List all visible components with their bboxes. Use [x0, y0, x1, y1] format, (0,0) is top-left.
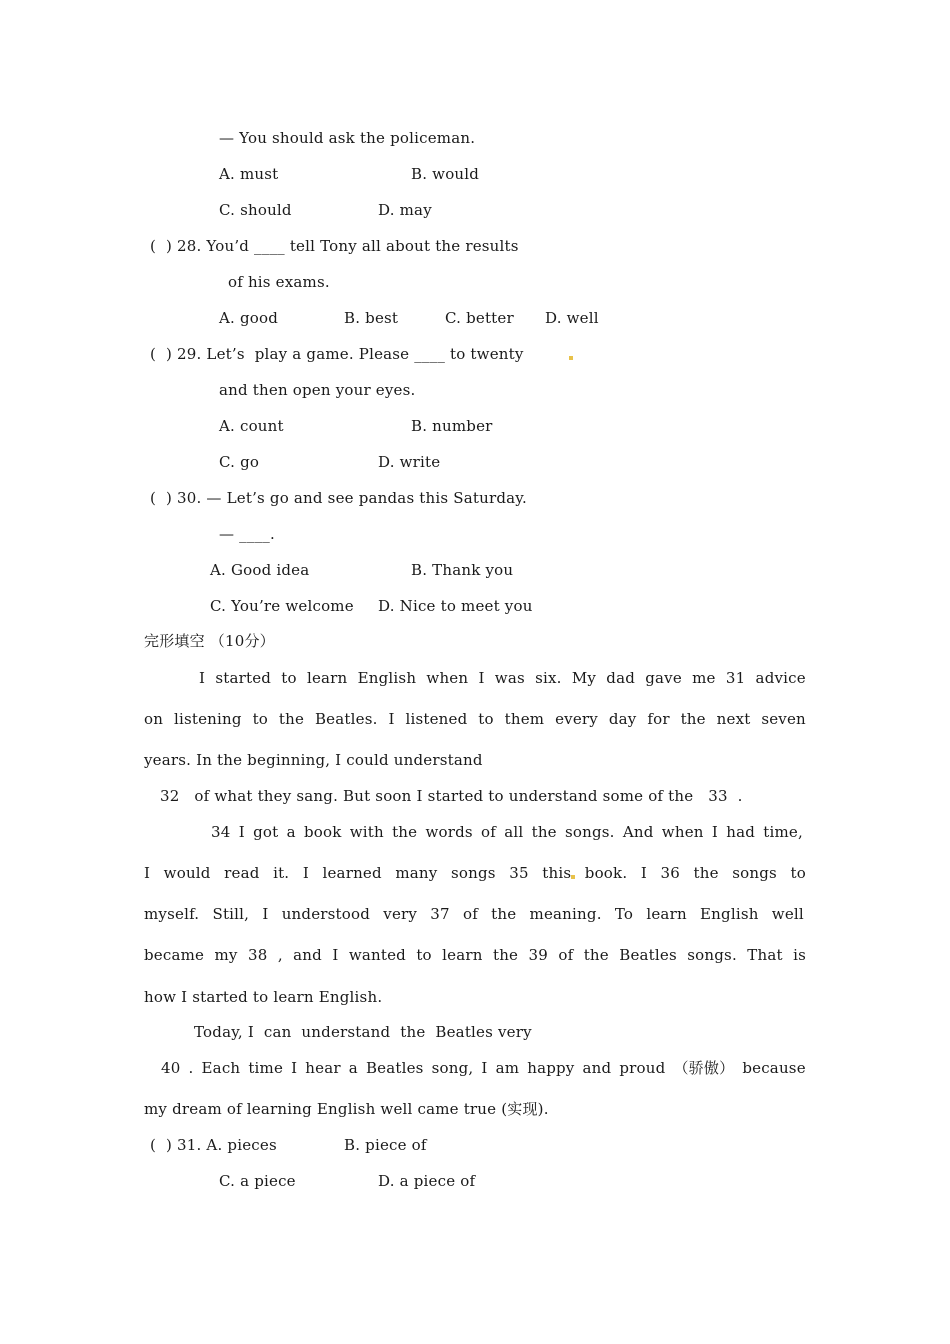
q28-option-b: B. best: [344, 309, 399, 327]
highlight-marker: [571, 875, 575, 879]
cloze-word: 38: [247, 946, 268, 964]
cloze-line: years. In the beginning, I could understand: [144, 751, 483, 769]
cloze-word: the: [278, 710, 305, 728]
cloze-word: book.: [584, 864, 628, 882]
q30-option-b: B. Thank you: [411, 561, 514, 579]
cloze-word: many: [395, 864, 438, 882]
q29-stem-continued: and then open your eyes.: [219, 381, 416, 399]
cloze-word: every: [555, 710, 598, 728]
cloze-word: became: [144, 946, 205, 964]
cloze-word: songs: [732, 864, 777, 882]
q27-option-a: A. must: [219, 165, 279, 183]
cloze-word: to: [790, 864, 806, 882]
cloze-word: Still,: [212, 905, 250, 923]
cloze-word: the: [392, 823, 418, 841]
cloze-line: 32 of what they sang. But soon I started to understand some of the 33 .: [160, 787, 743, 805]
q28-stem-continued: of his exams.: [228, 273, 330, 291]
cloze-word: My: [571, 669, 597, 687]
cloze-word: started: [215, 669, 272, 687]
q27-option-b: B. would: [411, 165, 480, 183]
cloze-word: a: [286, 823, 296, 841]
q31-option-d: D. a piece of: [378, 1172, 476, 1190]
cloze-word: for: [647, 710, 670, 728]
cloze-line: Today, I can understand the Beatles very: [194, 1023, 532, 1041]
cloze-word: it.: [273, 864, 290, 882]
cloze-word: songs.: [564, 823, 615, 841]
cloze-word: I: [262, 905, 269, 923]
cloze-word: I: [711, 823, 718, 841]
q31-stem: ( ) 31. A. pieces: [150, 1136, 277, 1154]
cloze-word: the: [680, 710, 706, 728]
cloze-word: to: [478, 710, 494, 728]
cloze-word: on: [144, 710, 164, 728]
cloze-word: learn: [442, 946, 483, 964]
cloze-word: to: [281, 669, 297, 687]
cloze-word: words: [425, 823, 473, 841]
cloze-word: gave: [645, 669, 682, 687]
q31-option-c: C. a piece: [219, 1172, 296, 1190]
cloze-word: I: [144, 864, 151, 882]
cloze-word: song,: [431, 1059, 474, 1077]
cloze-word: happy: [527, 1059, 575, 1077]
cloze-word: a: [348, 1059, 358, 1077]
cloze-line: [144, 945, 806, 965]
cloze-line: how I started to learn English.: [144, 988, 383, 1006]
q31-option-b: B. piece of: [344, 1136, 427, 1154]
cloze-word: Beatles: [619, 946, 677, 964]
cloze-word: 31: [725, 669, 746, 687]
cloze-word: 35: [509, 864, 529, 882]
q29-option-b: B. number: [411, 417, 493, 435]
cloze-word: six.: [535, 669, 562, 687]
cloze-word: was: [494, 669, 525, 687]
cloze-word: I: [388, 710, 395, 728]
cloze-word: listened: [405, 710, 468, 728]
cloze-word: of: [481, 823, 497, 841]
cloze-word: very: [383, 905, 418, 923]
q30-reply: — ____.: [219, 525, 275, 543]
cloze-word: I: [481, 1059, 488, 1077]
cloze-word: next: [716, 710, 751, 728]
cloze-word: got: [253, 823, 279, 841]
cloze-word: when: [426, 669, 469, 687]
cloze-word: I: [302, 864, 309, 882]
cloze-word: learn: [646, 905, 687, 923]
cloze-word: To: [614, 905, 634, 923]
cloze-word: I: [238, 823, 245, 841]
cloze-word: learn: [306, 669, 348, 687]
cloze-line: [199, 668, 806, 688]
cloze-word: myself.: [144, 905, 200, 923]
cloze-word: well: [771, 905, 804, 923]
cloze-word: Each: [201, 1059, 241, 1077]
cloze-word: advice: [755, 669, 806, 687]
cloze-word: listening: [173, 710, 242, 728]
cloze-word: them: [504, 710, 545, 728]
q29-option-a: A. count: [219, 417, 284, 435]
cloze-word: proud: [619, 1059, 666, 1077]
cloze-word: read: [224, 864, 260, 882]
cloze-word: I: [332, 946, 339, 964]
cloze-word: wanted: [348, 946, 406, 964]
cloze-word: Beatles: [365, 1059, 424, 1077]
cloze-word: hear: [305, 1059, 341, 1077]
cloze-word: the: [583, 946, 609, 964]
cloze-word: and: [293, 946, 322, 964]
cloze-word: English: [700, 905, 759, 923]
cloze-word: to: [252, 710, 269, 728]
q30-option-d: D. Nice to meet you: [378, 597, 533, 615]
q27-option-c: C. should: [219, 201, 292, 219]
q28-option-d: D. well: [545, 309, 599, 327]
cloze-word: That: [747, 946, 783, 964]
cloze-word: seven: [761, 710, 806, 728]
highlight-marker: [569, 356, 573, 360]
cloze-word: 36: [660, 864, 680, 882]
cloze-line: my dream of learning English well came true (实现).: [144, 1100, 549, 1118]
cloze-line: [144, 904, 804, 924]
cloze-word: when: [661, 823, 704, 841]
cloze-word: the: [491, 905, 517, 923]
cloze-word: is: [793, 946, 806, 964]
cloze-word: am: [495, 1059, 520, 1077]
cloze-word: had: [726, 823, 756, 841]
cloze-word: I: [291, 1059, 298, 1077]
q29-stem: ( ) 29. Let’s play a game. Please ____ to twenty: [150, 345, 524, 363]
cloze-word: 34: [211, 823, 231, 841]
cloze-line: [144, 863, 806, 883]
q30-stem: ( ) 30. — Let’s go and see pandas this Saturday.: [150, 489, 527, 507]
cloze-word: time,: [763, 823, 803, 841]
q27-option-d: D. may: [378, 201, 432, 219]
cloze-word: And: [622, 823, 654, 841]
cloze-word: dad: [606, 669, 636, 687]
cloze-word: ,: [277, 946, 283, 964]
cloze-word: with: [349, 823, 384, 841]
cloze-word: English: [357, 669, 417, 687]
cloze-word: me: [692, 669, 716, 687]
q30-option-c: C. You’re welcome: [210, 597, 354, 615]
cloze-word: my: [214, 946, 238, 964]
q28-stem: ( ) 28. You’d ____ tell Tony all about the results: [150, 237, 519, 255]
cloze-word: the: [693, 864, 719, 882]
q27-answer-line: — You should ask the policeman.: [219, 129, 476, 147]
cloze-word: 37: [430, 905, 450, 923]
cloze-word: the: [531, 823, 557, 841]
cloze-word: to: [416, 946, 432, 964]
cloze-word: I: [478, 669, 485, 687]
cloze-line: [211, 822, 803, 842]
cloze-line: [161, 1058, 806, 1078]
cloze-word: of: [558, 946, 574, 964]
cloze-word: I: [199, 669, 206, 687]
cloze-word: songs: [450, 864, 496, 882]
cloze-word: would: [163, 864, 211, 882]
cloze-word: of: [462, 905, 478, 923]
cloze-word: because: [742, 1059, 806, 1077]
q29-option-c: C. go: [219, 453, 260, 471]
cloze-word: I: [640, 864, 647, 882]
cloze-word: the: [492, 946, 519, 964]
cloze-word: day: [608, 710, 637, 728]
cloze-word: .: [188, 1059, 194, 1077]
cloze-word: understood: [281, 905, 371, 923]
cloze-word: Beatles.: [314, 710, 378, 728]
cloze-word: （骄傲）: [673, 1059, 735, 1077]
cloze-word: meaning.: [529, 905, 602, 923]
q30-option-a: A. Good idea: [210, 561, 310, 579]
q28-option-c: C. better: [445, 309, 514, 327]
cloze-word: and: [582, 1059, 612, 1077]
cloze-word: learned: [322, 864, 382, 882]
cloze-word: 40: [161, 1059, 181, 1077]
cloze-word: this: [542, 864, 572, 882]
q29-option-d: D. write: [378, 453, 441, 471]
cloze-word: book: [303, 823, 342, 841]
cloze-heading: 完形填空 （10分）: [144, 632, 275, 650]
cloze-word: time: [248, 1059, 284, 1077]
cloze-word: all: [504, 823, 524, 841]
cloze-line: [144, 709, 806, 729]
cloze-word: 39: [528, 946, 548, 964]
q28-option-a: A. good: [219, 309, 279, 327]
cloze-word: songs.: [687, 946, 737, 964]
